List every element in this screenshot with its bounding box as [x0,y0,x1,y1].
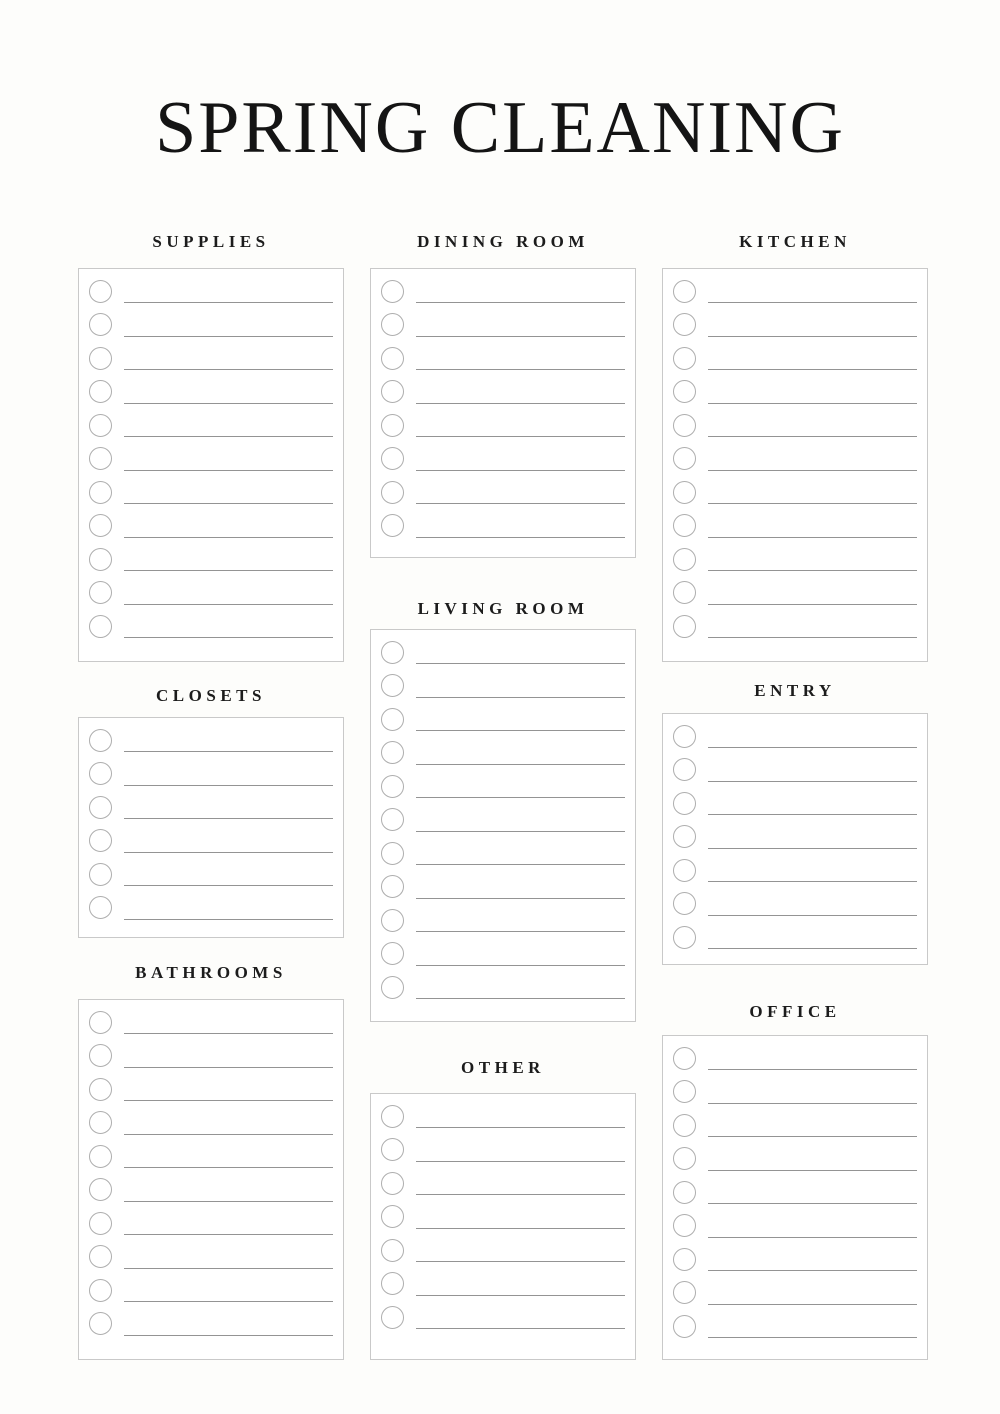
write-in-line [124,503,333,504]
checklist-row [663,825,927,859]
checklist-row [371,640,635,674]
checkbox-circle [89,1011,112,1034]
write-in-line [708,1136,917,1137]
checkbox-circle [89,514,112,537]
checklist-row [663,1147,927,1181]
checkbox-circle [381,842,404,865]
checkbox-circle [673,447,696,470]
checklist-row [371,1305,635,1339]
checkbox-circle [89,481,112,504]
write-in-line [124,1134,333,1135]
checkbox-circle [89,313,112,336]
checkbox-circle [89,1312,112,1335]
checkbox-circle [89,1212,112,1235]
write-in-line [708,637,917,638]
checklist-row [79,1010,343,1044]
section-title-office: OFFICE [749,1002,841,1021]
checkbox-circle [673,481,696,504]
checkbox-circle [89,280,112,303]
checkbox-circle [381,313,404,336]
checklist-row [371,1138,635,1172]
checklist-row [371,942,635,976]
write-in-line [708,1103,917,1104]
checklist-row [79,581,343,615]
checklist-row [79,547,343,581]
checklist-row [79,1312,343,1346]
checkbox-circle [89,1245,112,1268]
section-title-other: OTHER [461,1058,545,1077]
checklist-row [663,925,927,959]
write-in-line [416,336,625,337]
checklist-row [371,313,635,347]
checkbox-circle [89,896,112,919]
write-in-line [124,1033,333,1034]
checkbox-circle [673,615,696,638]
checklist-row [79,1278,343,1312]
checklist-row [79,1144,343,1178]
checkbox-circle [673,1315,696,1338]
checkbox-circle [381,280,404,303]
checkbox-circle [673,514,696,537]
write-in-line [124,369,333,370]
write-in-line [416,831,625,832]
write-in-line [708,1270,917,1271]
checkbox-circle [89,447,112,470]
checkbox-circle [673,1214,696,1237]
checkbox-circle [381,481,404,504]
checkbox-circle [381,347,404,370]
checklist-row [371,1104,635,1138]
checkbox-circle [381,909,404,932]
checklist-box-kitchen [662,268,928,662]
write-in-line [124,1301,333,1302]
checklist-row [663,413,927,447]
checkbox-circle [89,796,112,819]
checkbox-circle [89,1178,112,1201]
checklist-row [79,480,343,514]
write-in-line [416,931,625,932]
checkbox-circle [381,514,404,537]
checkbox-circle [673,347,696,370]
section-title-entry: ENTRY [754,681,836,700]
write-in-line [416,730,625,731]
checklist-row [663,514,927,548]
checkbox-circle [89,548,112,571]
checkbox-circle [673,1147,696,1170]
checklist-row [371,1272,635,1306]
checklist-row [663,1214,927,1248]
section-title-dining-room: DINING ROOM [417,232,589,251]
checklist-row [79,614,343,648]
checklist-row [79,514,343,548]
checklist-row [371,514,635,548]
write-in-line [708,1170,917,1171]
checkbox-circle [673,758,696,781]
write-in-line [416,1261,625,1262]
checkbox-circle [381,708,404,731]
write-in-line [124,1067,333,1068]
checkbox-circle [673,548,696,571]
checklist-row [79,1044,343,1078]
write-in-line [124,436,333,437]
checkbox-circle [381,808,404,831]
write-in-line [124,637,333,638]
write-in-line [124,470,333,471]
write-in-line [416,1228,625,1229]
write-in-line [124,1201,333,1202]
checkbox-circle [673,825,696,848]
checkbox-circle [673,1281,696,1304]
checklist-row [663,758,927,792]
write-in-line [416,1161,625,1162]
checklist-row [371,1238,635,1272]
write-in-line [416,898,625,899]
write-in-line [708,470,917,471]
write-in-line [708,1069,917,1070]
checkbox-circle [381,447,404,470]
checklist-row [371,975,635,1009]
write-in-line [708,948,917,949]
write-in-line [124,1234,333,1235]
checklist-row [371,447,635,481]
checkbox-circle [381,741,404,764]
write-in-line [124,1100,333,1101]
write-in-line [708,403,917,404]
write-in-line [124,885,333,886]
write-in-line [416,302,625,303]
write-in-line [124,1167,333,1168]
checklist-row [371,741,635,775]
checklist-row [663,791,927,825]
checklist-row [79,1077,343,1111]
checkbox-circle [381,875,404,898]
write-in-line [416,436,625,437]
write-in-line [416,864,625,865]
checkbox-circle [89,729,112,752]
write-in-line [708,537,917,538]
checklist-row [663,1180,927,1214]
write-in-line [416,369,625,370]
checklist-row [663,346,927,380]
checklist-row [371,875,635,909]
checklist-box-closets [78,717,344,938]
section-title-kitchen: KITCHEN [739,232,851,251]
write-in-line [708,747,917,748]
checklist-row [79,1178,343,1212]
checkbox-circle [381,380,404,403]
write-in-line [124,818,333,819]
checklist-row [663,581,927,615]
checkbox-circle [673,892,696,915]
checkbox-circle [89,1145,112,1168]
checklist-row [663,313,927,347]
write-in-line [124,537,333,538]
write-in-line [708,369,917,370]
checklist-row [371,279,635,313]
checklist-box-living-room [370,629,636,1022]
checkbox-circle [381,942,404,965]
write-in-line [416,764,625,765]
checkbox-circle [89,1044,112,1067]
checklist-box-dining-room [370,268,636,558]
checklist-row [371,480,635,514]
checklist-row [663,858,927,892]
write-in-line [708,848,917,849]
checkbox-circle [381,1105,404,1128]
write-in-line [416,663,625,664]
write-in-line [708,1304,917,1305]
checklist-row [371,1205,635,1239]
checklist-row [663,447,927,481]
write-in-line [416,470,625,471]
write-in-line [708,1337,917,1338]
checkbox-circle [381,1205,404,1228]
checklist-row [663,724,927,758]
checklist-row [663,1247,927,1281]
section-title-supplies: SUPPLIES [152,232,270,251]
checkbox-circle [673,859,696,882]
checkbox-circle [89,762,112,785]
checklist-row [663,892,927,926]
write-in-line [416,1328,625,1329]
checklist-row [371,413,635,447]
checklist-box-bathrooms [78,999,344,1360]
checkbox-circle [89,1111,112,1134]
checkbox-circle [89,1279,112,1302]
checklist-box-entry [662,713,928,965]
checkbox-circle [673,581,696,604]
checklist-row [663,279,927,313]
section-title-bathrooms: BATHROOMS [135,963,287,982]
checklist-row [663,547,927,581]
write-in-line [708,302,917,303]
section-title-living-room: LIVING ROOM [417,599,589,618]
checklist-row [371,808,635,842]
checklist-row [663,480,927,514]
write-in-line [708,781,917,782]
checkbox-circle [381,976,404,999]
checklist-box-other [370,1093,636,1360]
write-in-line [416,1295,625,1296]
checklist-row [79,1211,343,1245]
write-in-line [708,570,917,571]
checkbox-circle [673,1114,696,1137]
write-in-line [124,785,333,786]
page-title: SPRING CLEANING [155,87,845,169]
write-in-line [416,697,625,698]
write-in-line [416,403,625,404]
checkbox-circle [381,1272,404,1295]
write-in-line [416,965,625,966]
checklist-row [371,841,635,875]
write-in-line [416,998,625,999]
checkbox-circle [673,1248,696,1271]
checkbox-circle [381,775,404,798]
checkbox-circle [381,641,404,664]
write-in-line [416,503,625,504]
write-in-line [416,1194,625,1195]
checkbox-circle [381,1239,404,1262]
write-in-line [124,919,333,920]
checklist-row [79,862,343,896]
checklist-row [663,614,927,648]
write-in-line [124,1268,333,1269]
checklist-row [663,1113,927,1147]
checklist-row [371,346,635,380]
checkbox-circle [673,280,696,303]
checklist-row [371,774,635,808]
checklist-row [79,313,343,347]
checkbox-circle [89,863,112,886]
checklist-box-office [662,1035,928,1360]
checklist-row [79,346,343,380]
checklist-row [663,1281,927,1315]
checkbox-circle [381,674,404,697]
checkbox-circle [89,615,112,638]
checklist-box-supplies [78,268,344,662]
checkbox-circle [89,347,112,370]
checkbox-circle [673,414,696,437]
write-in-line [124,1335,333,1336]
checkbox-circle [673,1181,696,1204]
checkbox-circle [673,1047,696,1070]
checkbox-circle [381,1306,404,1329]
checklist-row [79,413,343,447]
checkbox-circle [89,581,112,604]
checkbox-circle [381,414,404,437]
checklist-row [663,1046,927,1080]
write-in-line [124,751,333,752]
checklist-row [79,1111,343,1145]
checkbox-circle [673,380,696,403]
checkbox-circle [381,1172,404,1195]
write-in-line [708,436,917,437]
write-in-line [708,604,917,605]
write-in-line [708,915,917,916]
checklist-row [663,1314,927,1348]
checkbox-circle [89,829,112,852]
checklist-row [79,279,343,313]
checklist-row [79,829,343,863]
checklist-row [663,1080,927,1114]
checklist-row [79,795,343,829]
checklist-row [371,380,635,414]
write-in-line [708,814,917,815]
checklist-row [371,908,635,942]
section-title-closets: CLOSETS [156,686,266,705]
checklist-row [79,380,343,414]
write-in-line [124,336,333,337]
checkbox-circle [673,1080,696,1103]
checklist-row [79,762,343,796]
checklist-row [371,1171,635,1205]
write-in-line [416,797,625,798]
write-in-line [416,1127,625,1128]
checkbox-circle [381,1138,404,1161]
write-in-line [708,503,917,504]
checklist-row [663,380,927,414]
checkbox-circle [89,414,112,437]
write-in-line [708,1237,917,1238]
checklist-row [79,728,343,762]
write-in-line [124,604,333,605]
checkbox-circle [673,926,696,949]
checkbox-circle [673,792,696,815]
checkbox-circle [673,725,696,748]
checklist-row [79,447,343,481]
checklist-row [79,1245,343,1279]
write-in-line [708,336,917,337]
write-in-line [124,852,333,853]
checklist-row [371,674,635,708]
checkbox-circle [673,313,696,336]
checkbox-circle [89,380,112,403]
write-in-line [124,302,333,303]
write-in-line [124,403,333,404]
checkbox-circle [89,1078,112,1101]
write-in-line [708,881,917,882]
write-in-line [124,570,333,571]
checklist-row [371,707,635,741]
write-in-line [416,537,625,538]
checklist-row [79,896,343,930]
write-in-line [708,1203,917,1204]
